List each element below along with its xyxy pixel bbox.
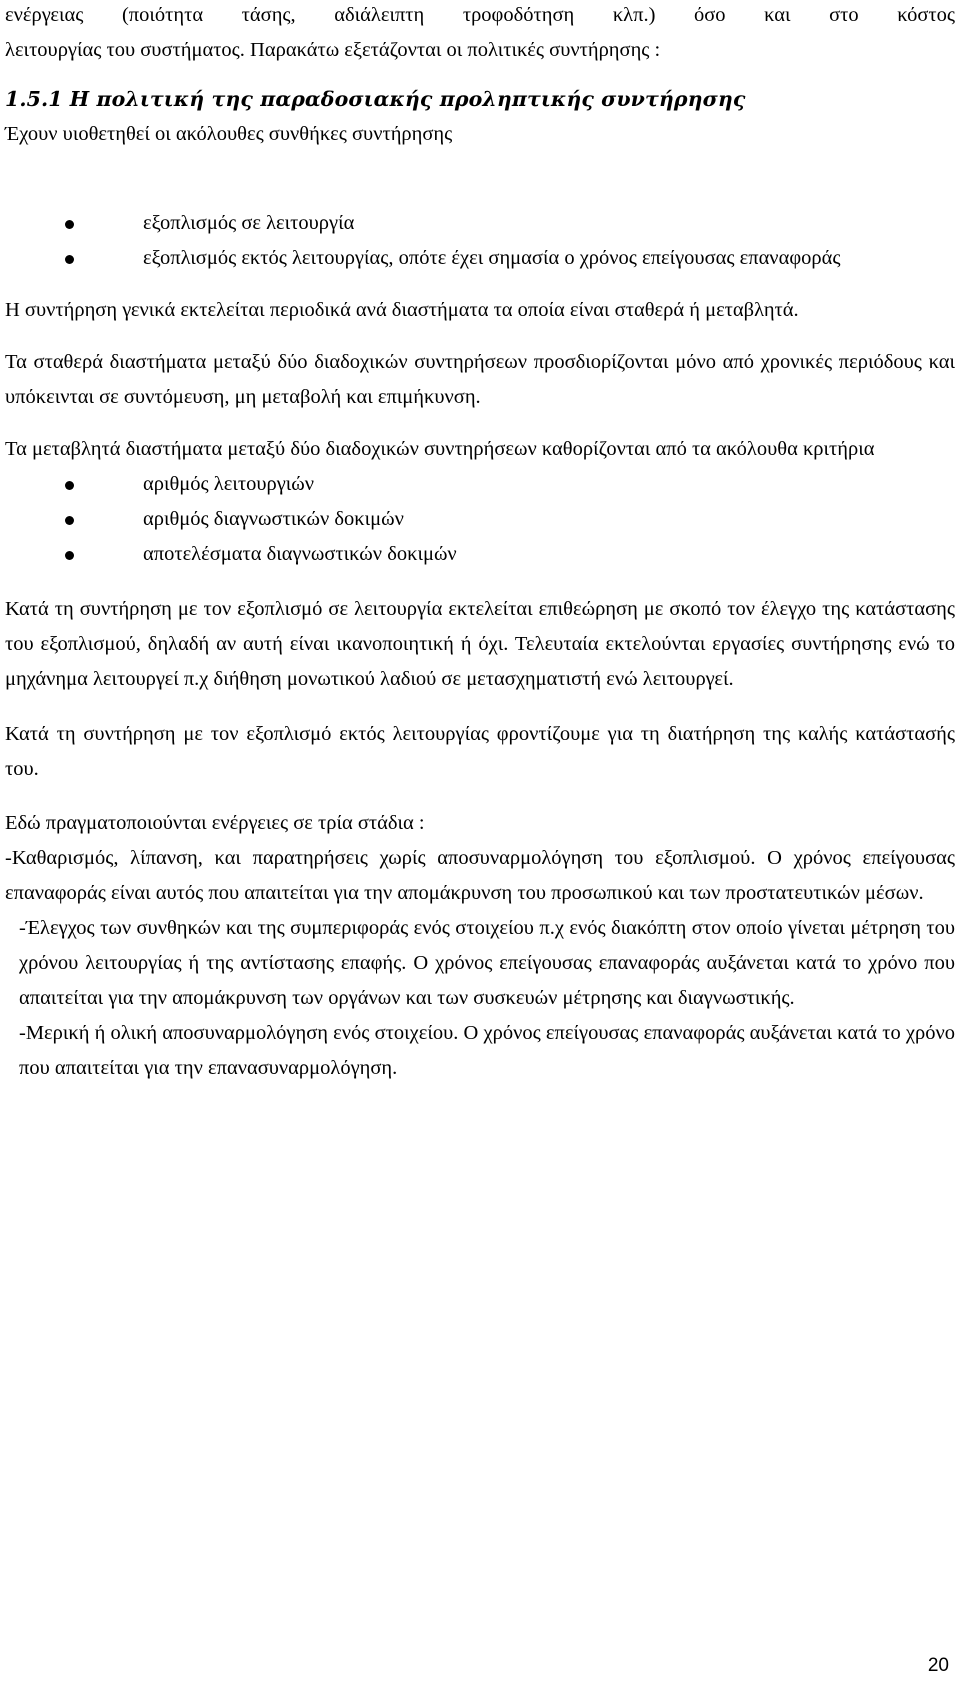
- paragraph-variable-intervals: Τα μεταβλητά διαστήματα μεταξύ δύο διαδοχικών συντηρήσεων καθορίζονται από τα ακόλουθα κριτήρια: [5, 438, 875, 460]
- condition-text: εξοπλισμός σε λειτουργία: [143, 212, 355, 234]
- conditions-list: [5, 206, 955, 276]
- paragraph-maintenance-intervals: Η συντήρηση γενικά εκτελείται περιοδικά ανά διαστήματα τα οποία είναι σταθερά ή μεταβλητά.: [5, 299, 799, 321]
- condition-text: εξοπλισμός εκτός λειτουργίας, οπότε έχει σημασία ο χρόνος επείγουσας επαναφοράς: [143, 247, 841, 269]
- list-item: [5, 537, 955, 572]
- criterion-text: αριθμός λειτουργιών: [143, 473, 315, 495]
- list-item: [5, 241, 955, 276]
- paragraph-out-of-operation: Κατά τη συντήρηση με τον εξοπλισμό εκτός λειτουργίας φροντίζουμε για τη διατήρηση της καλής κατάστασής του.: [5, 723, 955, 780]
- paragraph-stage-1: -Καθαρισμός, λίπανση, και παρατηρήσεις χωρίς αποσυναρμολόγηση του εξοπλισμού. Ο χρόνος επείγουσας επαναφοράς είναι αυτός που απαιτείται για την απομάκρυνση του προσωπικού και των προστατευτικών μέσων.: [5, 847, 955, 904]
- bullet-icon: [65, 481, 74, 490]
- paragraph-stage-3: -Μερική ή ολική αποσυναρμολόγηση ενός στοιχείου. Ο χρόνος επείγουσας επαναφοράς αυξάνεται κατά το χρόνο που απαιτείται για την επανασυναρμολόγηση.: [19, 1022, 955, 1079]
- intro-line-1: ενέργειας (ποιότητα τάσης, αδιάλειπτη τροφοδότηση κλπ.) όσο και στο κόστος: [5, 4, 955, 26]
- bullet-icon: [65, 255, 74, 264]
- criterion-text: αριθμός διαγνωστικών δοκιμών: [143, 508, 404, 530]
- list-item: [5, 467, 955, 502]
- criteria-list: [5, 467, 955, 572]
- document-page: [5, 0, 955, 1086]
- intro-line-2: λειτουργίας του συστήματος. Παρακάτω εξετάζονται οι πολιτικές συντήρησης :: [5, 39, 661, 61]
- paragraph-fixed-intervals: Τα σταθερά διαστήματα μεταξύ δύο διαδοχικών συντηρήσεων προσδιορίζονται μόνο από χρονικές περιόδους και υπόκεινται σε συντόμευση, μη μεταβολή και επιμήκυνση.: [5, 351, 955, 408]
- criterion-text: αποτελέσματα διαγνωστικών δοκιμών: [143, 543, 457, 565]
- paragraph-in-operation: Κατά τη συντήρηση με τον εξοπλισμό σε λειτουργία εκτελείται επιθεώρηση με σκοπό τον έλεγχο της κατάστασης του εξοπλισμού, δηλαδή αν αυτή είναι ικανοποιητική ή όχι. Τελευταία εκτελούνται εργασίες συντήρησης ενώ το μηχάνημα λειτουργεί π.χ διήθηση μονωτικού λαδιού σε μετασχηματιστή ενώ λειτουργεί.: [5, 598, 955, 690]
- paragraph-three-stages: Εδώ πραγματοποιούνται ενέργειες σε τρία στάδια :: [5, 812, 425, 834]
- list-item: [5, 206, 955, 241]
- section-subtext: Έχουν υιοθετηθεί οι ακόλουθες συνθήκες συντήρησης: [5, 123, 453, 145]
- list-item: [5, 502, 955, 537]
- section-heading: 1.5.1 Η πολιτική της παραδοσιακής προληπτικής συντήρησης: [5, 87, 746, 111]
- bullet-icon: [65, 516, 74, 525]
- bullet-icon: [65, 551, 74, 560]
- bullet-icon: [65, 220, 74, 229]
- page-number: 20: [927, 1655, 949, 1676]
- paragraph-stage-2: -Έλεγχος των συνθηκών και της συμπεριφοράς ενός στοιχείου π.χ ενός διακόπτη στον οποίο γίνεται μέτρηση του χρόνου λειτουργίας ή της αντίστασης επαφής. Ο χρόνος επείγουσας επαναφοράς αυξάνεται κατά το χρόνο που απαιτείται για την απομάκρυνση των οργάνων και των συσκευών μέτρησης και διαγνωστικής.: [19, 917, 955, 1009]
